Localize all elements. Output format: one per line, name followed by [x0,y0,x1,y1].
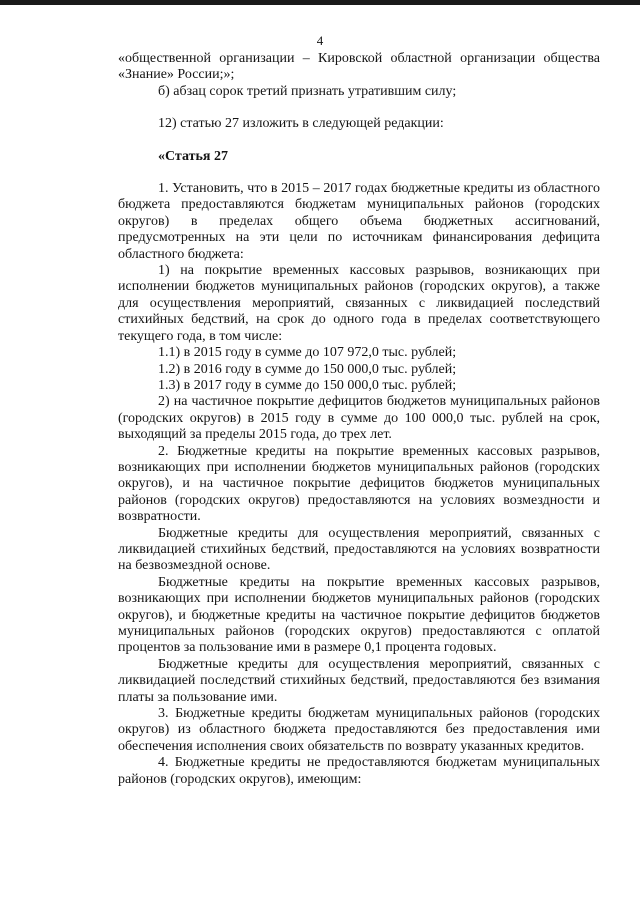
document-body [118,51,600,788]
clause-2-interest: Бюджетные кредиты на покрытие временных кассовых разрывов, возникающих при исполнении бюджетов муниципальных районов (городских округов), и бюджетные кредиты на частичное покрытие дефицитов бюджетов муниципальных районов (городских округов) предоставляются с оплатой процентов за пользование ими в размере 0,1 процента годовых. [118,574,600,656]
subclause-1-2: 1.2) в 2016 году в сумме до 150 000,0 тыс. рублей; [158,361,457,377]
clause-2-free: Бюджетные кредиты для осуществления мероприятий, связанных с ликвидацией последствий стихийных бедствий, предоставляются без взимания платы за пользование ими. [118,656,600,705]
clause-4: 4. Бюджетные кредиты не предоставляются бюджетам муниципальных районов (городских округов), имеющим: [118,755,600,787]
subclause-1: 1) на покрытие временных кассовых разрывов, возникающих при исполнении бюджетов муниципальных районов (городских округов), а также для осуществления мероприятий, связанных с ликвидацией последствий стихийных бедствий, на срок до одного года в пределах соответствующего текущего года, в том числе: [118,263,600,344]
paragraph-12: 12) статью 27 изложить в следующей редакции: [158,116,444,132]
subclause-2: 2) на частичное покрытие дефицитов бюджетов муниципальных районов (городских округов) в 2015 году в сумме до 100 000,0 тыс. рублей на срок, выходящий за пределы 2015 года, до трех лет. [118,394,600,443]
page-number: 4 [316,33,324,48]
top-border-rule [0,0,640,5]
clause-1: 1. Установить, что в 2015 – 2017 годах бюджетные кредиты из областного бюджета предоставляются бюджетам муниципальных районов (городских округов) в пределах общего объема бюджетных ассигнований, предусмотренных на эти цели по источникам финансирования дефицита областного бюджета: [118,181,600,262]
paragraph-b: б) абзац сорок третий признать утратившим силу; [158,83,457,99]
clause-3: 3. Бюджетные кредиты бюджетам муниципальных районов (городских округов) из областного бюджета предоставляются без предоставления ими обеспечения исполнения своих обязательств по возврату указанных кредитов. [118,706,600,754]
subclause-1-1: 1.1) в 2015 году в сумме до 107 972,0 тыс. рублей; [158,345,457,361]
subclause-1-3: 1.3) в 2017 году в сумме до 150 000,0 тыс. рублей; [158,377,457,393]
article-heading: «Статья 27 [158,148,228,164]
quote-continuation: «общественной организации – Кировской областной организации общества «Знание» России;»; [118,51,600,83]
clause-2-disaster: Бюджетные кредиты для осуществления мероприятий, связанных с ликвидацией стихийных бедствий, предоставляются на условиях возвратности на безвозмездной основе. [118,525,600,574]
clause-2: 2. Бюджетные кредиты на покрытие временных кассовых разрывов, возникающих при исполнении бюджетов муниципальных районов (городских округов), и на частичное покрытие дефицитов бюджетов муниципальных районов (городских округов) предоставляются на условиях возмездности и возвратности. [118,443,600,525]
